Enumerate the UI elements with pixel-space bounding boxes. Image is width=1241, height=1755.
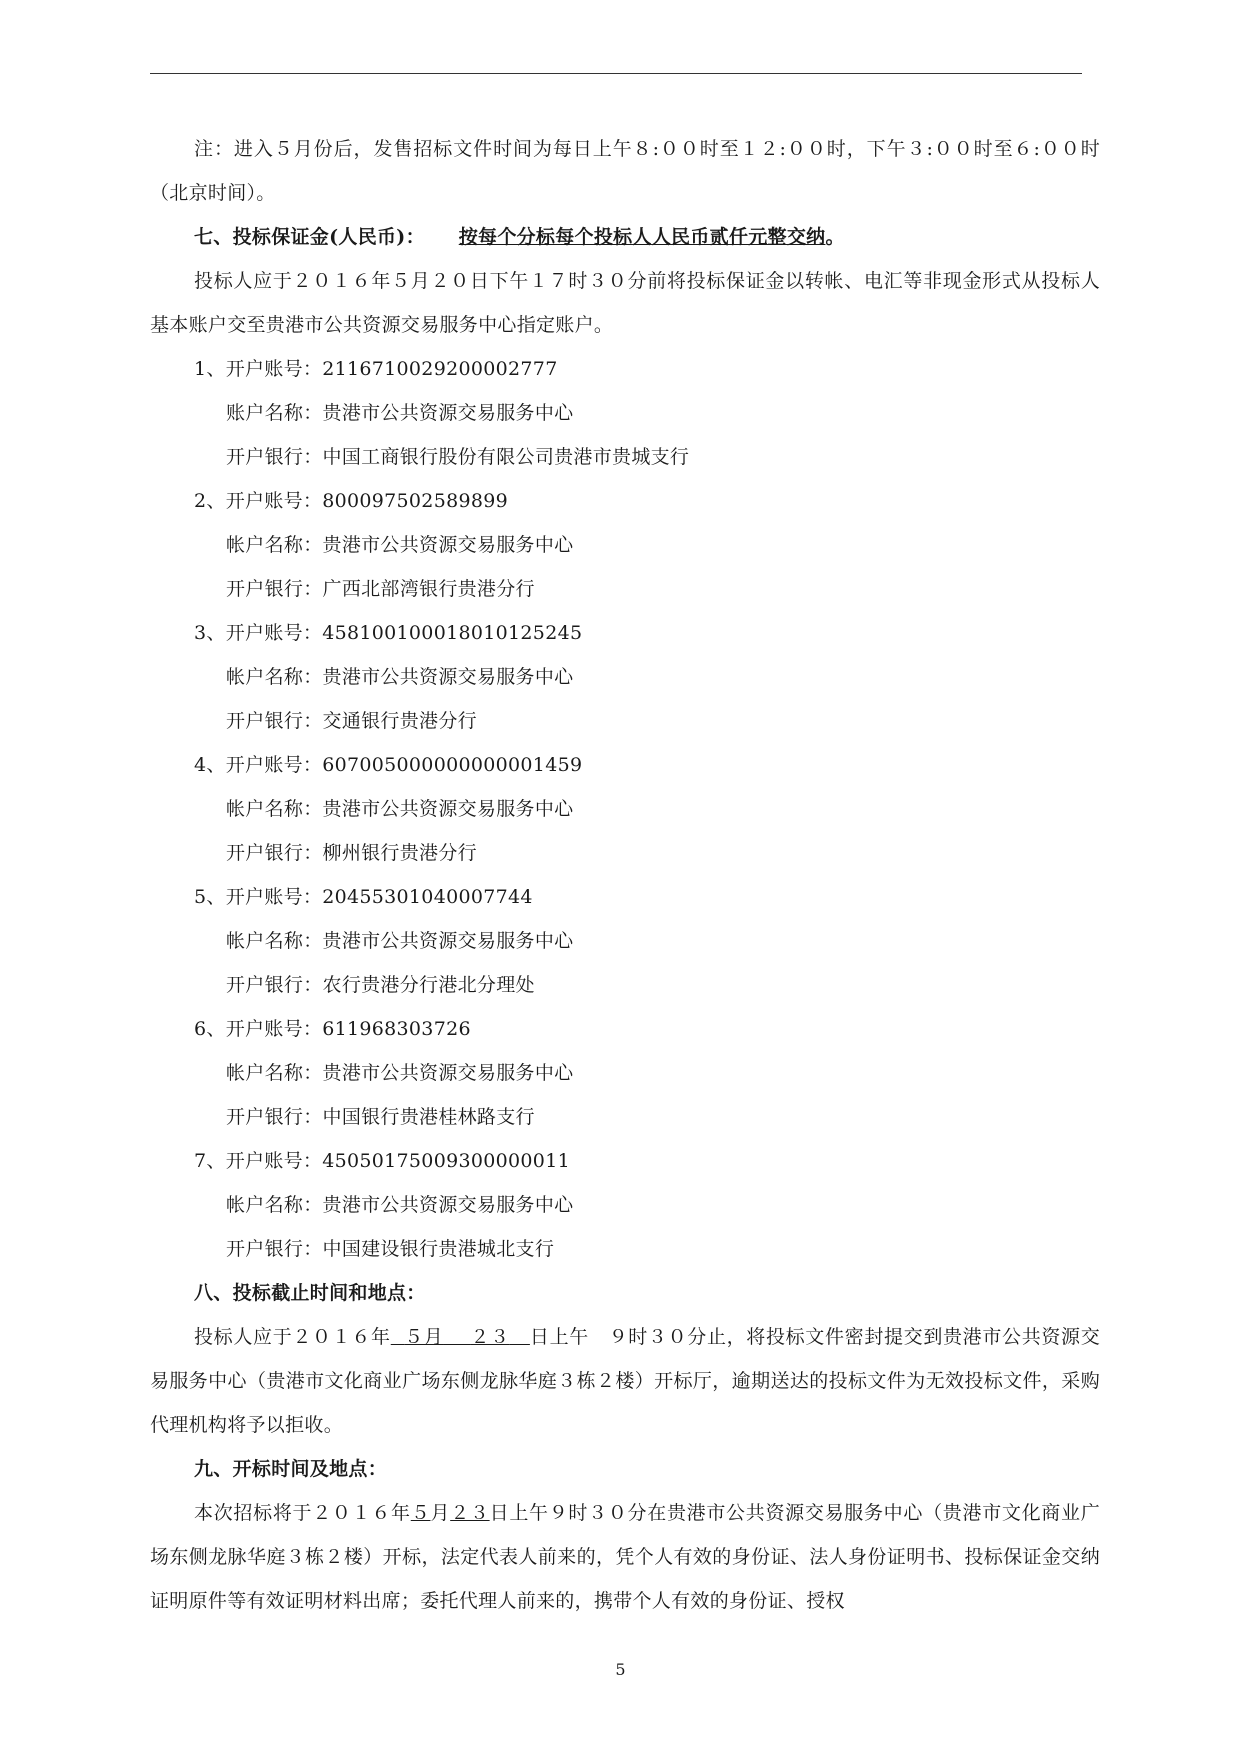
account-number-value: 800097502589899 xyxy=(322,490,509,512)
account-number-row xyxy=(150,479,1100,523)
account-name-value: 贵港市公共资源交易服务中心 xyxy=(322,1194,574,1216)
section-8-heading: 八、投标截止时间和地点： xyxy=(194,1282,426,1304)
section-8-month xyxy=(391,1326,444,1348)
account-bank-label: 开户银行： xyxy=(226,1106,323,1128)
account-number-value: 607005000000000001459 xyxy=(322,754,583,776)
account-number-value: 20455301040007744 xyxy=(322,886,533,908)
account-name-value: 贵港市公共资源交易服务中心 xyxy=(322,666,574,688)
account-name-row xyxy=(150,1183,1100,1227)
section-9-heading: 九、开标时间及地点： xyxy=(194,1458,388,1480)
account-name-value: 贵港市公共资源交易服务中心 xyxy=(322,534,574,556)
account-number-row xyxy=(150,347,1100,391)
account-bank-row xyxy=(150,699,1100,743)
section-7-tail: 。 xyxy=(825,226,845,248)
account-number-value: 611968303726 xyxy=(322,1018,471,1040)
section-7-paragraph: 投标人应于２０１６年５月２０日下午１７时３０分前将投标保证金以转帐、电汇等非现金形式从投标人基本账户交至贵港市公共资源交易服务中心指定账户。 xyxy=(150,270,1100,336)
section-7-heading xyxy=(150,215,1100,259)
section-7-title: 七、投标保证金(人民币)： xyxy=(194,226,425,248)
section-8-text-c: 日上午 ９时３０分止，将投标文件密封提交到贵港市公共资源交易服务中心（贵港市文化商业广场东侧龙脉华庭３栋２楼）开标厅，逾期送达的投标文件为无效投标文件，采购代理机构将予以拒收。 xyxy=(150,1326,1101,1436)
account-name-label: 账户名称： xyxy=(226,402,323,424)
account-bank-value: 农行贵港分行港北分理处 xyxy=(322,974,535,996)
document-body xyxy=(150,127,1100,1623)
account-number-value: 458100100018010125245 xyxy=(322,622,583,644)
account-bank-row xyxy=(150,963,1100,1007)
sale-time-note: 注：进入５月份后，发售招标文件时间为每日上午８:００时至１２:００时，下午３:００时至６:００时（北京时间）。 xyxy=(150,138,1100,204)
deposit-amount: 按每个分标每个投标人人民币贰仟元整交纳 xyxy=(458,226,826,248)
account-number-label: 1、开户账号： xyxy=(194,358,323,380)
account-bank-value: 交通银行贵港分行 xyxy=(322,710,477,732)
section-8-paragraph xyxy=(150,1315,1100,1447)
account-number-row xyxy=(150,611,1100,655)
account-name-row xyxy=(150,391,1100,435)
account-name-label: 帐户名称： xyxy=(226,930,323,952)
section-8-day xyxy=(444,1326,530,1348)
page-number: 5 xyxy=(615,1660,626,1679)
section-9-day: ２３ xyxy=(450,1502,490,1524)
account-name-value: 贵港市公共资源交易服务中心 xyxy=(322,1062,574,1084)
account-number-row xyxy=(150,1139,1100,1183)
account-list xyxy=(150,347,1100,1271)
account-bank-row xyxy=(150,567,1100,611)
account-bank-row xyxy=(150,435,1100,479)
account-name-label: 帐户名称： xyxy=(226,1194,323,1216)
account-number-row xyxy=(150,743,1100,787)
account-number-value: 2116710029200002777 xyxy=(322,358,558,380)
account-bank-label: 开户银行： xyxy=(226,974,323,996)
section-9-text-a: 本次招标将于２０１６年 xyxy=(194,1502,411,1524)
account-number-label: 7、开户账号： xyxy=(194,1150,323,1172)
account-bank-label: 开户银行： xyxy=(226,1238,323,1260)
section-9-text-c: 日上午９时３０分在贵港市公共资源交易服务中心（贵港市文化商业广场东侧龙脉华庭３栋２楼）开标，法定代表人前来的，凭个人有效的身份证、法人身份证明书、投标保证金交纳证明原件等有效证明材料出席；委托代理人前来的，携带个人有效的身份证、授权 xyxy=(150,1502,1101,1612)
account-bank-row xyxy=(150,1227,1100,1271)
section-8-month-value: ５月 xyxy=(404,1326,444,1348)
account-bank-row xyxy=(150,831,1100,875)
account-name-label: 帐户名称： xyxy=(226,666,323,688)
section-9-text-b: 月 xyxy=(430,1502,451,1524)
account-number-label: 4、开户账号： xyxy=(194,754,323,776)
account-bank-label: 开户银行： xyxy=(226,842,323,864)
section-9-month: ５ xyxy=(410,1502,431,1524)
account-bank-value: 柳州银行贵港分行 xyxy=(322,842,477,864)
account-name-label: 帐户名称： xyxy=(226,534,323,556)
account-name-row xyxy=(150,1051,1100,1095)
account-number-row xyxy=(150,1007,1100,1051)
account-bank-label: 开户银行： xyxy=(226,710,323,732)
account-name-row xyxy=(150,523,1100,567)
account-number-value: 45050175009300000011 xyxy=(322,1150,570,1172)
account-bank-label: 开户银行： xyxy=(226,446,323,468)
account-name-value: 贵港市公共资源交易服务中心 xyxy=(322,402,574,424)
header-rule xyxy=(150,73,1082,74)
account-bank-value: 中国工商银行股份有限公司贵港市贵城支行 xyxy=(322,446,690,468)
account-bank-value: 广西北部湾银行贵港分行 xyxy=(322,578,535,600)
account-number-label: 6、开户账号： xyxy=(194,1018,323,1040)
account-name-value: 贵港市公共资源交易服务中心 xyxy=(322,930,574,952)
account-bank-label: 开户银行： xyxy=(226,578,323,600)
account-bank-value: 中国银行贵港桂林路支行 xyxy=(322,1106,535,1128)
account-name-row xyxy=(150,655,1100,699)
account-number-row xyxy=(150,875,1100,919)
account-name-label: 帐户名称： xyxy=(226,798,323,820)
account-bank-row xyxy=(150,1095,1100,1139)
account-name-row xyxy=(150,787,1100,831)
account-name-label: 帐户名称： xyxy=(226,1062,323,1084)
account-number-label: 5、开户账号： xyxy=(194,886,323,908)
account-name-row xyxy=(150,919,1100,963)
section-8-day-value: ２３ xyxy=(470,1326,510,1348)
account-name-value: 贵港市公共资源交易服务中心 xyxy=(322,798,574,820)
account-number-label: 3、开户账号： xyxy=(194,622,323,644)
account-number-label: 2、开户账号： xyxy=(194,490,323,512)
section-9-paragraph xyxy=(150,1491,1100,1623)
section-8-text-a: 投标人应于２０１６年 xyxy=(194,1326,391,1348)
account-bank-value: 中国建设银行贵港城北支行 xyxy=(322,1238,555,1260)
